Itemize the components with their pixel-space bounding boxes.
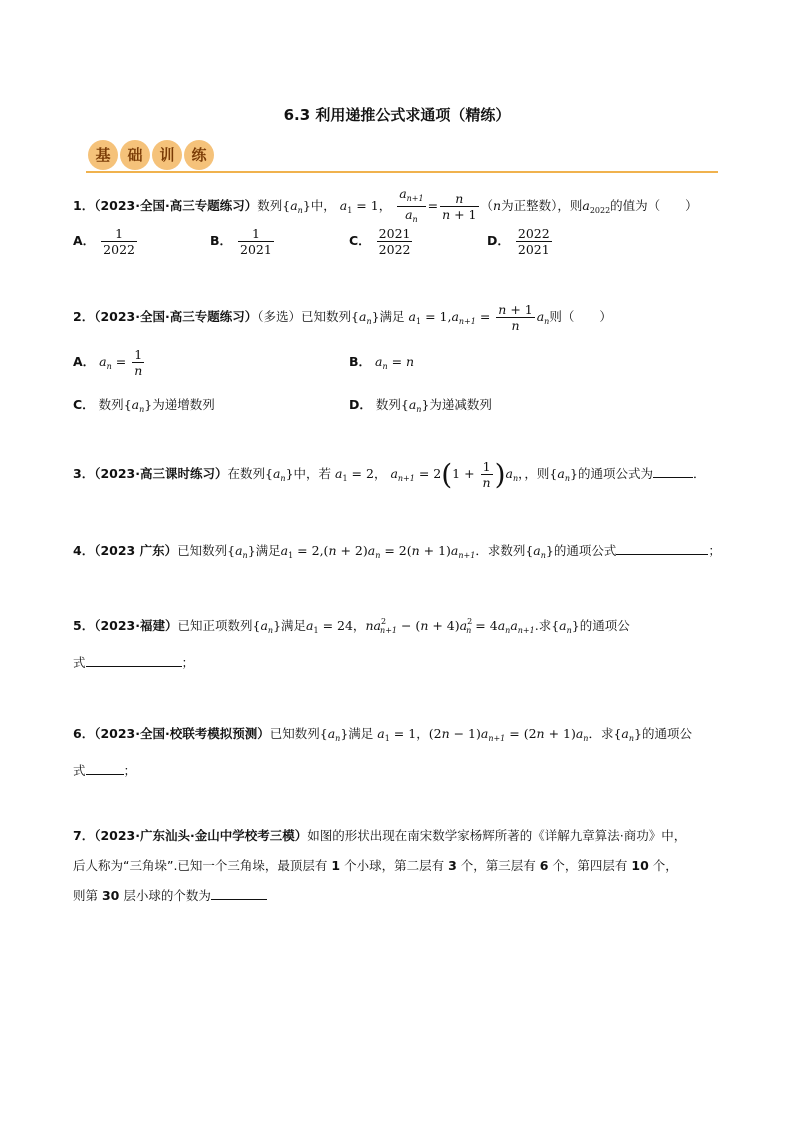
q2-option-a[interactable]: A． $a_n$ = $\frac{1}{n}$ — [73, 347, 143, 378]
q5-text: 已知正项数列 — [177, 618, 253, 633]
page-title: 6.3 利用递推公式求通项（精练） — [283, 106, 511, 124]
question-source: （2023 广东） — [94, 543, 178, 558]
section-char: 练 — [184, 140, 214, 170]
question-number: 7． — [73, 828, 95, 843]
q6-text: 已知数列 — [269, 726, 320, 741]
q4-text: ； — [708, 543, 721, 558]
q6-text: ．求 — [588, 726, 614, 741]
q3-text: ，则 — [524, 466, 550, 481]
option-label: C． — [349, 233, 371, 248]
q4-text: 的通项公式 — [553, 543, 617, 558]
question-2: 2．（2023·全国·高三专题练习）（多选）已知数列$\{a_n\}$满足 $a_1 = 1,a_{n+1}$ = $\frac{n + 1}{n}$ $a_n$则（ ） — [73, 302, 612, 333]
question-7 — [73, 826, 686, 844]
q3-text: ． — [692, 466, 706, 481]
q1-text: 的值为（ ） — [610, 198, 698, 213]
option-text: 数列 — [98, 397, 124, 412]
q7-text: 个，第三层有 — [456, 858, 540, 873]
question-number: 1． — [73, 198, 95, 213]
q3-text: 的通项公式为 — [577, 466, 653, 481]
answer-blank[interactable] — [86, 762, 124, 775]
q2-text: 满足 — [379, 309, 405, 324]
answer-blank[interactable] — [86, 654, 182, 667]
q1-option-d[interactable] — [487, 226, 554, 257]
question-4: 4．（2023 广东）已知数列$\{a_n\}$满足$a_1 = 2,(n + 2)a_n = 2(n + 1)a_{n+1}$．求数列$\{a_n\}$的通项公式 ； — [73, 543, 721, 560]
frac-den: 2022 — [103, 242, 135, 257]
q5-text: 式 — [73, 655, 86, 670]
q1-option-b[interactable] — [210, 226, 276, 257]
q1-option-a[interactable] — [73, 226, 139, 257]
option-label: D． — [349, 397, 372, 412]
option-label: A． — [73, 354, 96, 369]
q6-text: ； — [123, 763, 137, 778]
frac-num: 1 — [238, 226, 274, 242]
question-source: （2023·广东汕头·金山中学校考三模） — [94, 828, 308, 843]
q1-text: 中， — [310, 198, 336, 213]
q7-number: 30 — [101, 888, 120, 903]
option-label: A． — [73, 233, 96, 248]
option-label: D． — [487, 233, 510, 248]
question-3: 3．（2023·高三课时练习）在数列$\{a_n\}$中，若 $a_1 = 2$， $a_{n+1} = 2(1$ + $\frac{1}{n}$ )$a_n$，，则$\{a_n\}$的通项公式为 ． — [73, 458, 706, 491]
question-source: （2023·高三课时练习） — [94, 466, 228, 481]
q7-text: 个， — [648, 858, 678, 873]
question-number: 5． — [73, 618, 95, 633]
q7-text: 则第 — [73, 888, 102, 903]
option-text: 数列 — [375, 397, 401, 412]
q7-text: 个，第四层有 — [548, 858, 632, 873]
section-char: 训 — [152, 140, 182, 170]
answer-blank[interactable] — [211, 887, 267, 900]
q2-option-d[interactable]: D． 数列$\{a_n\}$为递减数列 — [349, 397, 492, 414]
question-number: 6． — [73, 726, 95, 741]
q2-option-c[interactable]: C． 数列$\{a_n\}$为递增数列 — [73, 397, 215, 414]
option-label: B． — [349, 354, 372, 369]
q7-text: 层小球的个数为 — [119, 888, 211, 903]
question-source: （2023·全国·高三专题练习） — [94, 309, 258, 324]
q2-option-b[interactable]: B． $a_n = n$ — [349, 354, 415, 371]
q1-text: 为正整数），则 — [501, 198, 583, 213]
question-5: 5．（2023·福建）已知正项数列$\{a_n\}$满足$a_1 = 24$，$na^2_{n+1} - (n + 4)a^2_n = 4a_na_{n+1}$.求$\{a_n\}$的通项公 — [73, 617, 630, 635]
question-source: （2023·全国·高三专题练习） — [94, 198, 258, 213]
q2-text: 已知数列 — [301, 309, 352, 324]
q6-text: 的通项公 — [641, 726, 692, 741]
q7-text: 后人称为“三角垛”.已知一个三角垛，最顶层有 — [73, 858, 332, 873]
frac-den: 2021 — [240, 242, 272, 257]
question-7-line2 — [73, 856, 678, 874]
q6-text: 满足 — [348, 726, 374, 741]
frac-den: 2021 — [517, 242, 550, 257]
q2-text: 则（ ） — [549, 309, 612, 324]
question-1: 1．（2023·全国·高三专题练习）数列$\{a_n\}$中， $a_1 = 1$， $\frac{a_{n+1}}{a_n}$ = $\frac{n}{n + 1}$ （n为正整数），则$a_{2022}$的值为（ ） — [73, 186, 698, 224]
frac-num: 2021 — [378, 226, 411, 241]
frac-num: 2022 — [517, 226, 550, 241]
q7-text: 如图的形状出现在南宋数学家杨辉所著的《详解九章算法·商功》中， — [307, 828, 687, 843]
question-6: 6．（2023·全国·校联考模拟预测）已知数列$\{a_n\}$满足 $a_1 = 1$，$(2n - 1)a_{n+1} = (2n + 1)a_n$．求$\{a_n\}$的通项公 — [73, 726, 692, 743]
q7-number: 6 — [539, 858, 549, 873]
q7-number: 1 — [331, 858, 341, 873]
q7-text: 个小球，第二层有 — [340, 858, 449, 873]
section-char: 础 — [120, 140, 150, 170]
option-text: 为递增数列 — [152, 397, 215, 412]
section-char: 基 — [88, 140, 118, 170]
question-source: （2023·福建） — [94, 618, 178, 633]
frac-den: 2022 — [378, 242, 411, 257]
option-text: 为递减数列 — [429, 397, 492, 412]
q4-text: 满足 — [255, 543, 281, 558]
answer-blank[interactable] — [653, 465, 693, 478]
q7-number: 10 — [631, 858, 649, 873]
question-number: 4． — [73, 543, 95, 558]
q2-text: （多选） — [257, 309, 302, 324]
question-source: （2023·全国·校联考模拟预测） — [94, 726, 270, 741]
question-6-line2 — [73, 761, 136, 779]
q4-text: 已知数列 — [177, 543, 228, 558]
section-divider — [86, 171, 718, 173]
question-5-line2 — [73, 653, 194, 671]
q7-number: 3 — [448, 858, 457, 873]
question-number: 3． — [73, 466, 95, 481]
question-number: 2． — [73, 309, 95, 324]
q5-text: 的通项公 — [579, 618, 630, 633]
frac-num: 1 — [101, 226, 137, 242]
section-banner — [88, 140, 212, 172]
answer-blank[interactable] — [616, 542, 708, 555]
q5-text: 求 — [538, 618, 552, 633]
q1-text: （ — [480, 198, 494, 213]
q4-text: ．求数列 — [475, 543, 526, 558]
q5-text: ； — [181, 655, 195, 670]
q1-option-c[interactable] — [349, 226, 414, 257]
option-label: C． — [73, 397, 95, 412]
question-7-line3 — [73, 886, 267, 904]
option-label: B． — [210, 233, 233, 248]
q3-text: 中，若 — [293, 466, 332, 481]
q3-text: 在数列 — [227, 466, 266, 481]
q6-text: 式 — [73, 763, 86, 778]
q5-text: 满足 — [281, 618, 307, 633]
q1-text: 数列 — [257, 198, 283, 213]
